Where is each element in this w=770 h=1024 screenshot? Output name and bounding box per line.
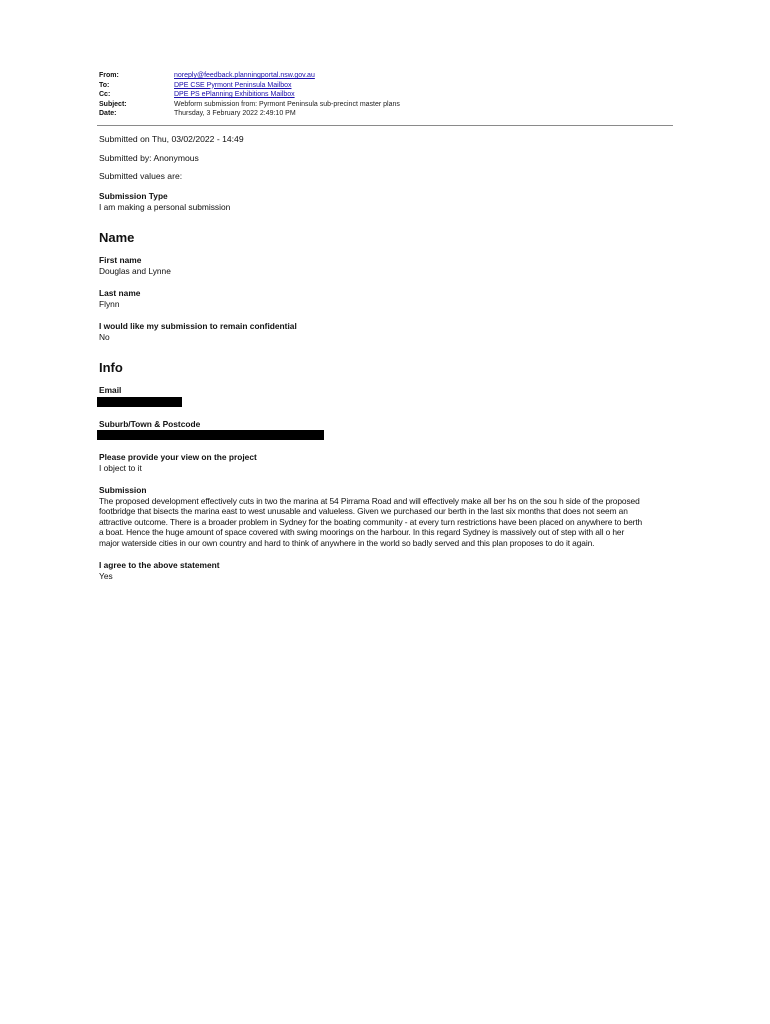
from-row — [99, 71, 679, 81]
email-label: Email — [99, 385, 122, 395]
submitted-values: Submitted values are: — [99, 171, 183, 181]
submission-line: attractive outcome. There is a broader problem in Sydney for the boating community - at every turn restrictions have been placed on anywhere to berth — [99, 516, 643, 527]
last-name-value: Flynn — [99, 298, 120, 309]
info-heading: Info — [99, 360, 123, 375]
name-heading: Name — [99, 230, 135, 245]
submission-line: major waterside cities in our own country and hard to think of anywhere in the world so badly served and this plan proposes to do it again. — [99, 537, 595, 548]
subject-label: Subject: — [99, 100, 127, 108]
to-label: To: — [99, 81, 110, 89]
email-header — [99, 71, 679, 119]
date-label: Date: — [99, 110, 117, 118]
confidential-value: No — [99, 331, 110, 342]
submission-label: Submission — [99, 485, 147, 495]
cc-row — [99, 90, 679, 100]
suburb-label: Suburb/Town & Postcode — [99, 418, 201, 429]
subject-value: Webform submission from: Pyrmont Peninsula sub-precinct master plans — [174, 100, 400, 108]
from-email-link[interactable]: noreply@feedback.planningportal.nsw.gov.au — [174, 72, 315, 79]
to-recipient-link[interactable]: DPE CSE Pyrmont Peninsula Mailbox — [174, 81, 292, 89]
cc-recipient-link[interactable]: DPE PS ePlanning Exhibitions Mailbox — [174, 91, 295, 99]
submitted-on: Submitted on Thu, 03/02/2022 - 14:49 — [99, 134, 244, 144]
submitted-by: Submitted by: Anonymous — [99, 153, 199, 163]
last-name-label: Last name — [99, 288, 141, 298]
confidential-label: I would like my submission to remain confidential — [99, 321, 297, 331]
submission-line: footbridge that bisects the marina east to west unusable and valueless. Given we purchased our berth in the last six months that does not seem an — [99, 506, 628, 517]
agree-value: Yes — [99, 570, 113, 581]
subject-row — [99, 100, 679, 110]
from-label: From: — [99, 72, 119, 79]
first-name-value: Douglas and Lynne — [99, 265, 171, 276]
email-body — [99, 134, 681, 581]
date-value: Thursday, 3 February 2022 2:49:10 PM — [174, 110, 296, 118]
submission-text — [99, 496, 681, 549]
cc-label: Cc: — [99, 91, 111, 99]
submission-line: The proposed development effectively cuts in two the marina at 54 Pirrama Road and will effectively make all ber hs on the sou h side of the proposed — [99, 495, 640, 506]
email-redaction — [97, 397, 182, 407]
submission-type-value: I am making a personal submission — [99, 201, 231, 212]
to-row — [99, 81, 679, 91]
view-value: I object to it — [99, 462, 142, 473]
agree-label: I agree to the above statement — [99, 560, 220, 571]
date-row — [99, 109, 679, 119]
submission-type-label: Submission Type — [99, 191, 168, 201]
header-divider — [97, 125, 673, 126]
first-name-label: First name — [99, 255, 142, 265]
submission-line: a boat. Hence the huge amount of space covered with swing moorings on the harbour. In this regard Sydney is massively out of step with all o her — [99, 527, 625, 538]
suburb-redaction — [97, 430, 324, 440]
view-label: Please provide your view on the project — [99, 452, 257, 462]
